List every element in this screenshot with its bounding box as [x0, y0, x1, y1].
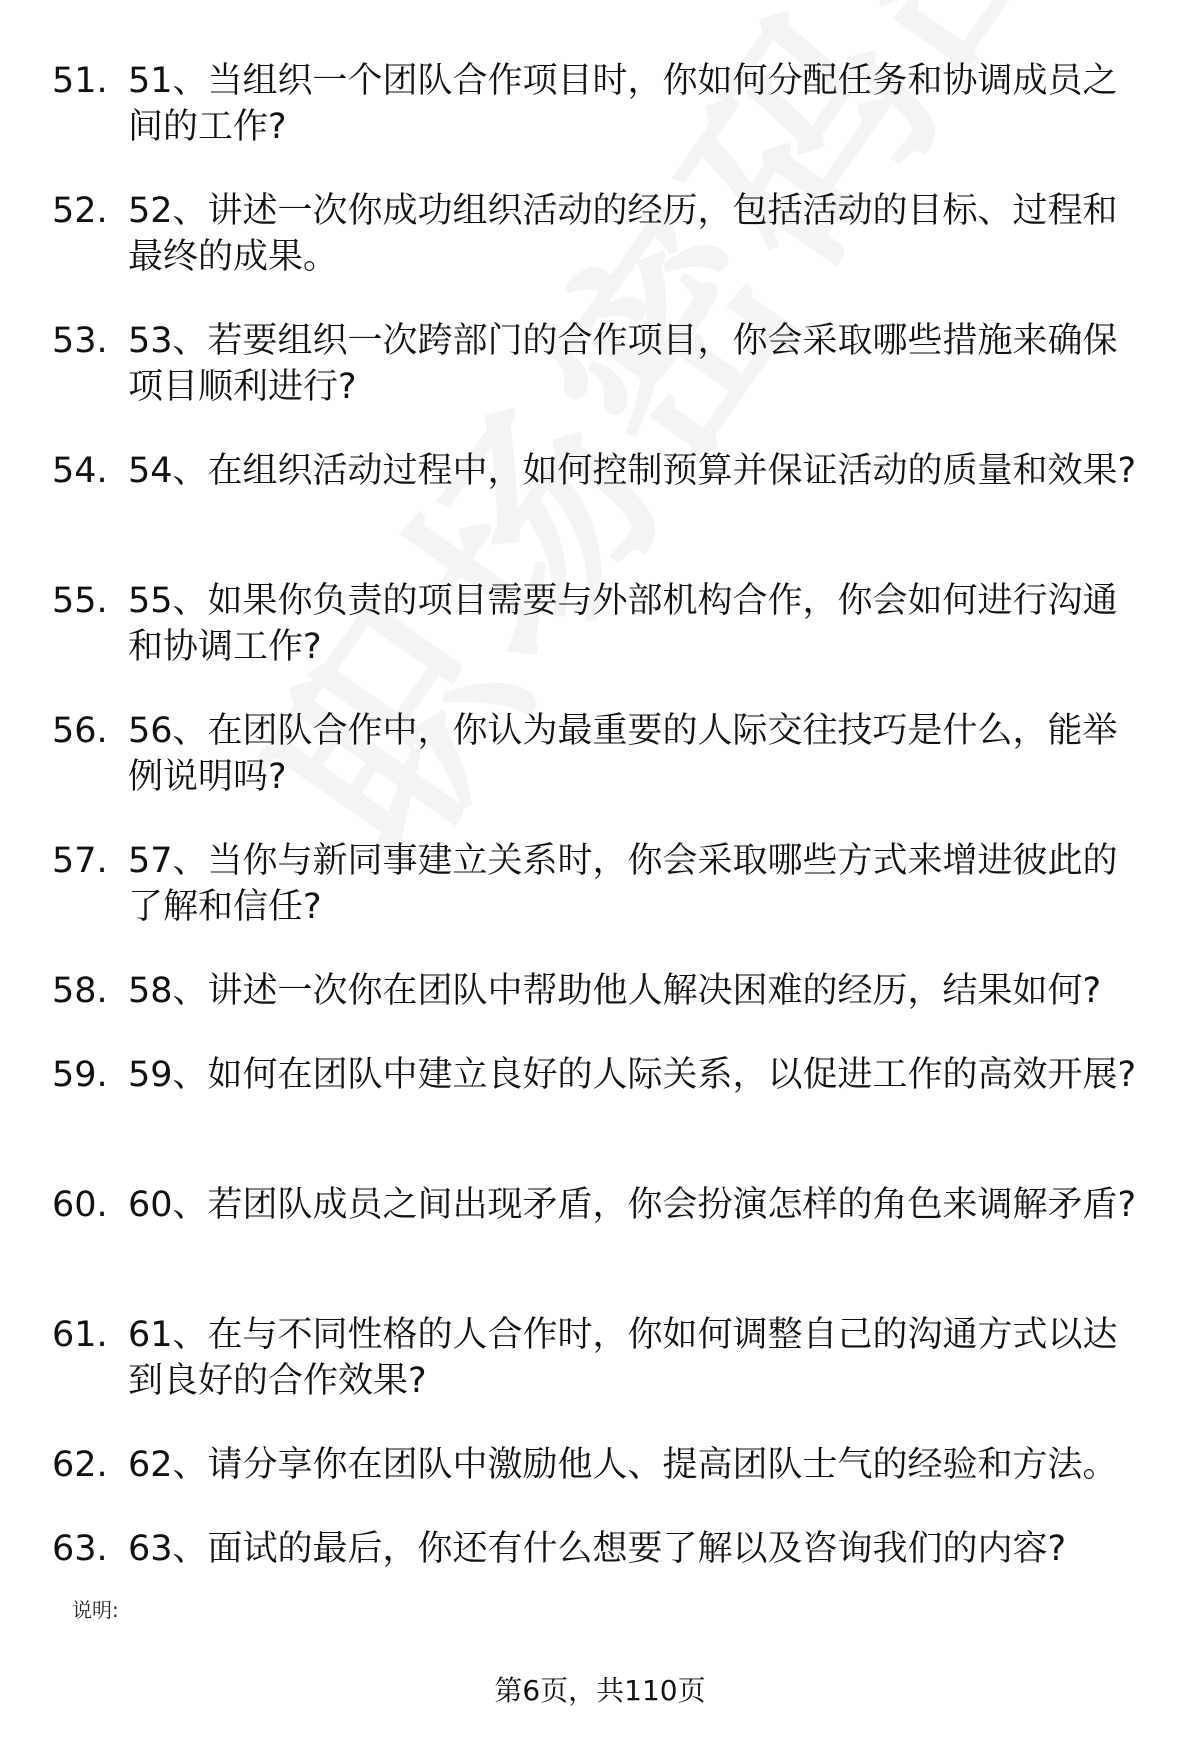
item-text: 58、讲述一次你在团队中帮助他人解决困难的经历，结果如何? [128, 971, 1102, 1011]
item-number: 62. [52, 1445, 108, 1485]
item-text: 61、在与不同性格的人合作时，你如何调整自己的沟通方式以达到良好的合作效果? [128, 1315, 1118, 1401]
item-number: 59. [52, 1055, 108, 1095]
item-text: 62、请分享你在团队中激励他人、提高团队士气的经验和方法。 [128, 1445, 1118, 1485]
list-item [52, 1312, 1152, 1442]
item-number: 63. [52, 1529, 108, 1569]
item-number: 52. [52, 191, 108, 231]
item-text: 60、若团队成员之间出现矛盾，你会扮演怎样的角色来调解矛盾? [128, 1185, 1137, 1225]
item-text: 54、在组织活动过程中，如何控制预算并保证活动的质量和效果? [128, 451, 1137, 491]
list-item [52, 1182, 1152, 1312]
list-item [52, 838, 1152, 968]
item-number: 56. [52, 711, 108, 751]
list-item [52, 1052, 1152, 1182]
item-text: 51、当组织一个团队合作项目时，你如何分配任务和协调成员之间的工作? [128, 61, 1118, 147]
list-item [52, 318, 1152, 448]
item-number: 51. [52, 61, 108, 101]
question-list [52, 58, 1152, 1610]
list-item [52, 1442, 1152, 1526]
item-number: 61. [52, 1315, 108, 1355]
list-item [52, 448, 1152, 578]
list-item [52, 578, 1152, 708]
list-item [52, 188, 1152, 318]
list-item [52, 58, 1152, 188]
page-footer: 第6页，共110页 [494, 1674, 706, 1707]
item-text: 55、如果你负责的项目需要与外部机构合作，你会如何进行沟通和协调工作? [128, 581, 1118, 667]
item-number: 54. [52, 451, 108, 491]
item-number: 57. [52, 841, 108, 881]
item-number: 55. [52, 581, 108, 621]
list-item [52, 708, 1152, 838]
item-text: 57、当你与新同事建立关系时，你会采取哪些方式来增进彼此的了解和信任? [128, 841, 1118, 927]
item-number: 58. [52, 971, 108, 1011]
item-text: 53、若要组织一次跨部门的合作项目，你会采取哪些措施来确保项目顺利进行? [128, 321, 1118, 407]
item-text: 63、面试的最后，你还有什么想要了解以及咨询我们的内容? [128, 1529, 1067, 1569]
item-text: 59、如何在团队中建立良好的人际关系，以促进工作的高效开展? [128, 1055, 1137, 1095]
item-number: 60. [52, 1185, 108, 1225]
item-text: 56、在团队合作中，你认为最重要的人际交往技巧是什么，能举例说明吗? [128, 711, 1118, 797]
item-number: 53. [52, 321, 108, 361]
list-item [52, 968, 1152, 1052]
list-item [52, 1526, 1152, 1610]
item-text: 52、讲述一次你成功组织活动的经历，包括活动的目标、过程和最终的成果。 [128, 191, 1118, 277]
note-label: 说明: [72, 1598, 119, 1622]
